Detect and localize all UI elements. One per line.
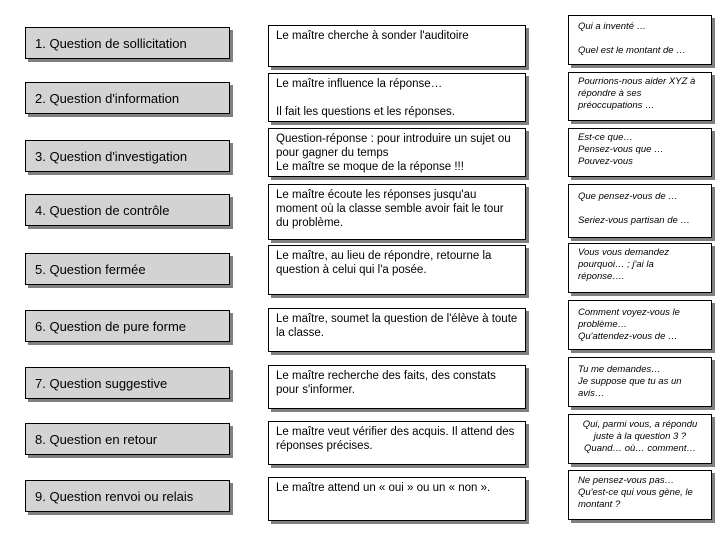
description-box: Le maître, soumet la question de l'élève à toute la classe. (268, 308, 526, 352)
examples-box: Comment voyez-vous le problème… Qu'attendez-vous de … (568, 300, 712, 350)
question-type-label: 5. Question fermée (35, 261, 146, 277)
examples-box: Vous vous demandez pourquoi… ; j'ai la réponse…. (568, 243, 712, 293)
question-type-box (25, 367, 230, 399)
examples-box: Tu me demandes… Je suppose que tu as un avis… (568, 357, 712, 407)
question-type-box (25, 480, 230, 512)
question-type-box (25, 310, 230, 342)
question-type-box (25, 82, 230, 114)
question-type-label: 3. Question d'investigation (35, 148, 188, 164)
description-box: Le maître attend un « oui » ou un « non ». (268, 477, 526, 521)
question-type-box (25, 27, 230, 59)
description-box: Le maître influence la réponse… Il fait les questions et les réponses. (268, 73, 526, 122)
examples-box: Est-ce que… Pensez-vous que … Pouvez-vous (568, 128, 712, 177)
question-type-box (25, 253, 230, 285)
description-box: Le maître veut vérifier des acquis. Il attend des réponses précises. (268, 421, 526, 465)
question-type-label: 9. Question renvoi ou relais (35, 488, 194, 504)
question-type-label: 2. Question d'information (35, 90, 180, 106)
examples-box: Ne pensez-vous pas… Qu'est-ce qui vous gène, le montant ? (568, 470, 712, 520)
question-type-label: 4. Question de contrôle (35, 202, 170, 218)
question-type-label: 1. Question de sollicitation (35, 35, 187, 51)
examples-box: Que pensez-vous de … Seriez-vous partisan de … (568, 184, 712, 238)
examples-box: Qui, parmi vous, a répondu juste à la question 3 ? Quand… où… comment… (568, 414, 712, 464)
question-type-box (25, 423, 230, 455)
question-type-label: 7. Question suggestive (35, 375, 168, 391)
examples-box: Pourrions-nous aider XYZ à répondre à ses préoccupations … (568, 72, 712, 121)
question-type-label: 6. Question de pure forme (35, 318, 187, 334)
question-type-label: 8. Question en retour (35, 431, 158, 447)
description-box: Question-réponse : pour introduire un sujet ou pour gagner du temps Le maître se moque de la réponse !!! (268, 128, 526, 177)
examples-box: Qui a inventé … Quel est le montant de … (568, 15, 712, 65)
question-type-box (25, 140, 230, 172)
description-box: Le maître recherche des faits, des constats pour s'informer. (268, 365, 526, 409)
description-box: Le maître cherche à sonder l'auditoire (268, 25, 526, 67)
description-box: Le maître écoute les réponses jusqu'au moment où la classe semble avoir fait le tour du problème. (268, 184, 526, 240)
description-box: Le maître, au lieu de répondre, retourne la question à celui qui l'a posée. (268, 245, 526, 295)
question-type-box (25, 194, 230, 226)
